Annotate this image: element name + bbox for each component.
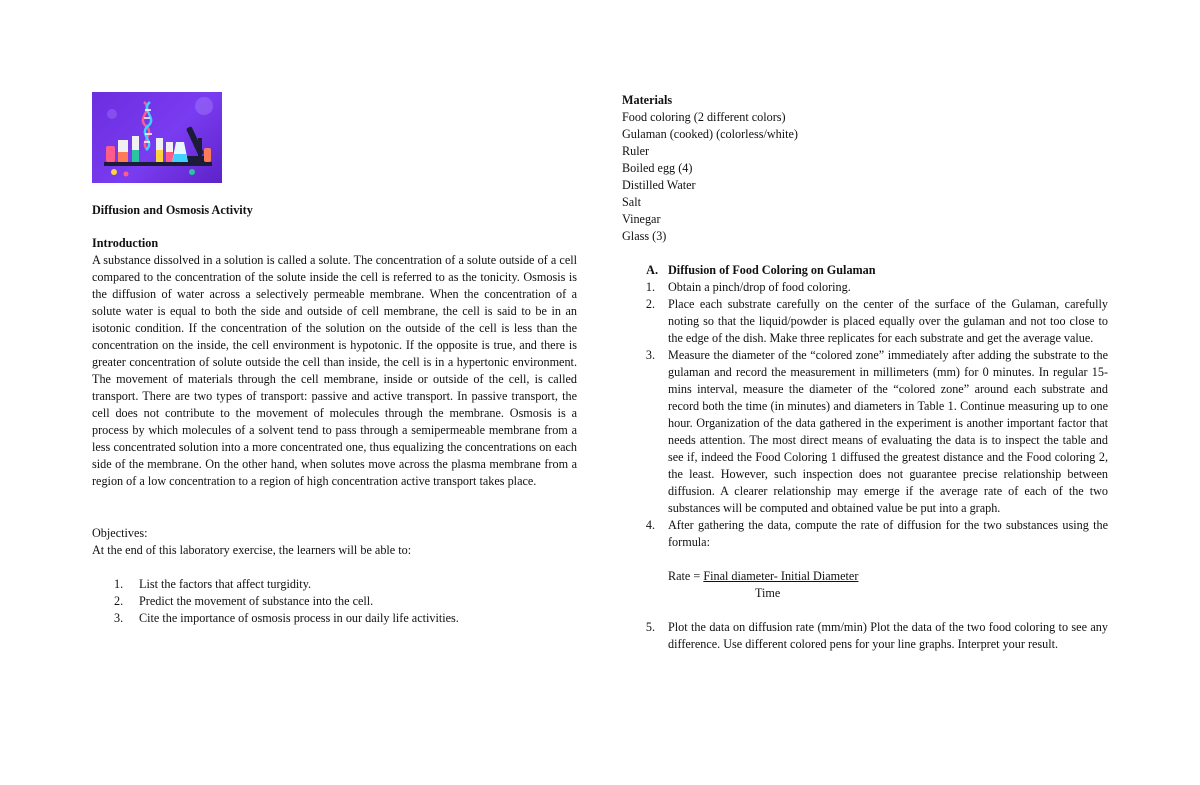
list-text: Measure the diameter of the “colored zone” immediately after adding the substrate to the gulaman and record the measurement in millimeters (mm) for 0 minutes. In regular 15-mins interval, measure the diameter of the “colored zone” around each substrate and record both the time (in minutes) and diameters in Table 1. Continue measuring up to one hour. Organization of the data gathered in the experiment is another important factor that needs attention. The most direct means of evaluating the data is to inspect the table and see if, indeed the Food Coloring 1 diffused the greatest distance and the Food coloring 2, the least. However, such inspection does not guarantee precise relationship between diffusion. A clearer relationship may emerge if the average rate of each of the two substances will be computed and obtained value be put into a graph. bbox=[668, 348, 1108, 515]
list-item: Distilled Water bbox=[622, 178, 696, 192]
list-item: Glass (3) bbox=[622, 229, 667, 243]
list-item bbox=[622, 279, 1108, 296]
list-number: 3. bbox=[114, 611, 124, 625]
document-title: Diffusion and Osmosis Activity bbox=[92, 203, 253, 217]
list-item: Food coloring (2 different colors) bbox=[622, 110, 786, 124]
list-text: Predict the movement of substance into the cell. bbox=[139, 594, 374, 608]
list-text: Obtain a pinch/drop of food coloring. bbox=[668, 280, 851, 294]
list-number: 5. bbox=[645, 620, 655, 634]
list-item bbox=[92, 576, 459, 593]
introduction-paragraph: A substance dissolved in a solution is called a solute. The concentration of a solute outside of a cell compared to the concentration of the solute inside the cell is referred to as the tonicity. Osmosis is the diffusion of water across a selectively permeable membrane. When the concentration of a solute water is equal to both the side and outside of cell membrane, the cell is said to be in an isotonic condition. If the concentration of the solution on the outside of the cell is less than the concentration on the inside, the cell environment is hypotonic. If the opposite is true, and there is greater concentration of solute outside the cell than inside, the cell is in a hypertonic environment. The movement of materials through the cell membrane, inside or outside of the cell, is called transport. There are two types of transport: passive and active transport. In passive transport, the cell does not contribute to the movement of molecules through the membrane. Osmosis is a process by which molecules of a solvent tend to pass through a semipermeable membrane from a less concentrated solution into a more concentrated one, thus equalizing the concentrations on each side of the membrane. On the other hand, when solutes move across the plasma membrane from a region of a low concentration to a region of high concentration active transport takes place. bbox=[92, 253, 577, 488]
objectives-list bbox=[92, 576, 459, 627]
list-item bbox=[622, 296, 1108, 347]
section-label: A. bbox=[646, 263, 658, 277]
list-item bbox=[92, 610, 459, 627]
lab-illustration bbox=[92, 92, 222, 183]
list-item bbox=[622, 347, 1108, 517]
procedure-steps-continued bbox=[622, 619, 1108, 653]
objectives-lead: At the end of this laboratory exercise, the learners will be able to: bbox=[92, 543, 412, 557]
formula-lhs: Rate = bbox=[668, 569, 704, 583]
formula-denominator: Time bbox=[755, 586, 781, 600]
list-text: List the factors that affect turgidity. bbox=[139, 577, 312, 591]
list-item bbox=[92, 593, 459, 610]
list-number: 3. bbox=[645, 348, 655, 362]
list-item bbox=[622, 517, 1108, 551]
list-item: Gulaman (cooked) (colorless/white) bbox=[622, 127, 798, 141]
introduction-heading: Introduction bbox=[92, 236, 159, 250]
science-lab-icon bbox=[92, 92, 222, 183]
list-number: 1. bbox=[114, 577, 124, 591]
list-text: Place each substrate carefully on the center of the surface of the Gulaman, carefully noting so that the liquid/powder is placed equally over the gulaman and not too close to the edge of the dish. Make three replicates for each substrate and get the average value. bbox=[668, 297, 1108, 345]
formula-numerator: Final diameter- Initial Diameter bbox=[703, 569, 859, 583]
list-item: Ruler bbox=[622, 144, 650, 158]
list-item bbox=[622, 619, 1108, 653]
rate-formula bbox=[622, 568, 1108, 602]
section-a-heading bbox=[622, 262, 1108, 279]
list-number: 4. bbox=[645, 518, 655, 532]
materials-list bbox=[622, 92, 798, 245]
procedure-steps bbox=[622, 279, 1108, 551]
list-item: Salt bbox=[622, 195, 641, 209]
list-number: 2. bbox=[114, 594, 124, 608]
section-a bbox=[622, 262, 1108, 653]
list-number: 2. bbox=[645, 297, 655, 311]
objectives-heading: Objectives: bbox=[92, 526, 148, 540]
list-item: Vinegar bbox=[622, 212, 661, 226]
list-text: After gathering the data, compute the rate of diffusion for the two substances using the formula: bbox=[668, 518, 1108, 549]
materials-heading: Materials bbox=[622, 93, 673, 107]
list-number: 1. bbox=[645, 280, 655, 294]
list-item: Boiled egg (4) bbox=[622, 161, 693, 175]
section-title: Diffusion of Food Coloring on Gulaman bbox=[668, 263, 876, 277]
list-text: Plot the data on diffusion rate (mm/min) Plot the data of the two food coloring to see any difference. Use different colored pens for your line graphs. Interpret your result. bbox=[668, 620, 1108, 651]
list-text: Cite the importance of osmosis process in our daily life activities. bbox=[139, 611, 459, 625]
